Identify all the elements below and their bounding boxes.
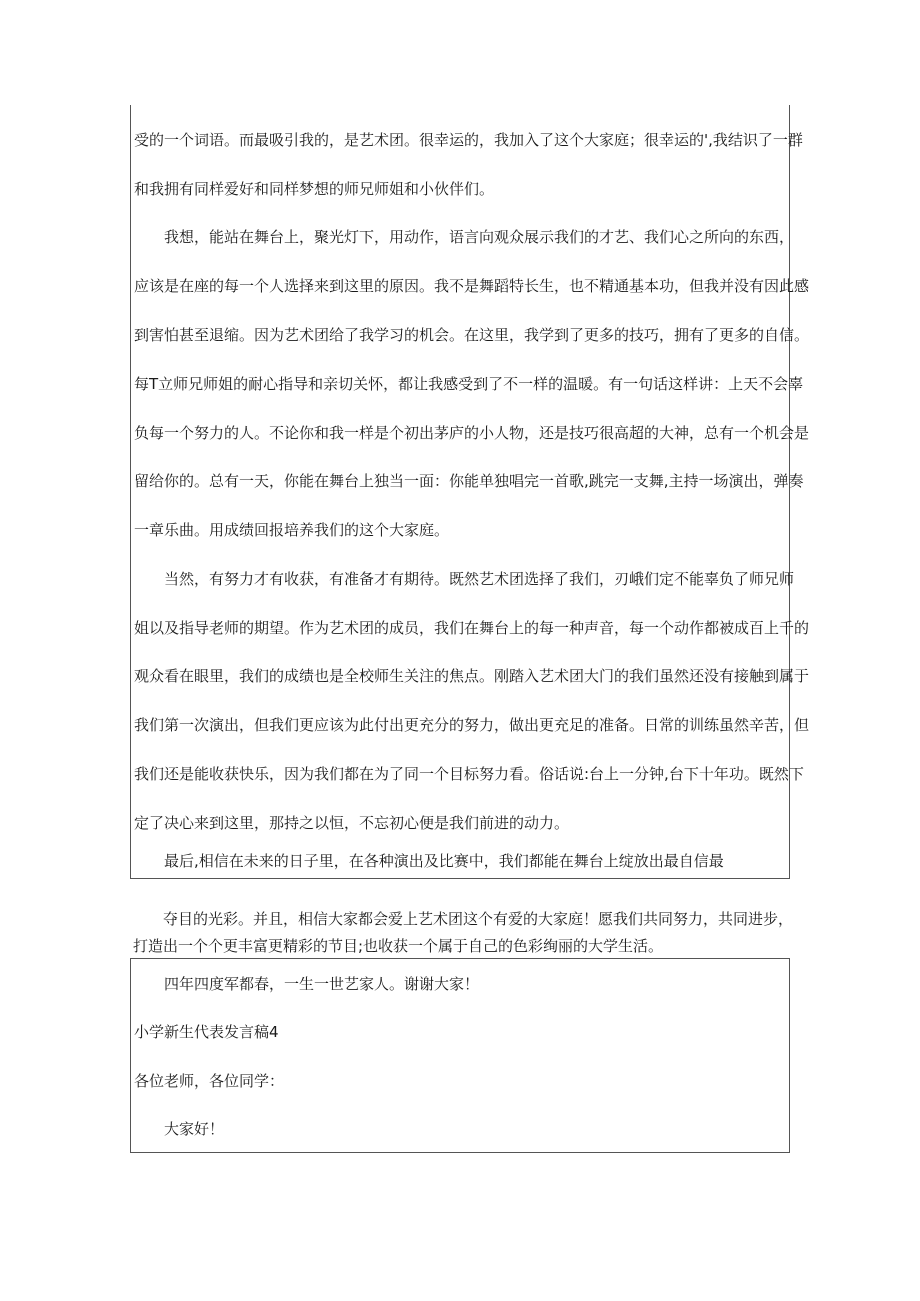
paragraph-line: 观众看在眼里，我们的成绩也是全校师生关注的焦点。刚踏入艺术团大门的我们虽然还没有接触到属于 [134,667,810,685]
paragraph-line: 我们第一次演出，但我们更应该为此付出更充分的努力，做出更充足的准备。日常的训练虽然辛苦，但 [134,716,810,734]
paragraph-line: 姐以及指导老师的期望。作为艺术团的成员，我们在舞台上的每一种声音，每一个动作都被成百上千的 [134,619,810,637]
paragraph-line-outside: 打造出一个个更丰富更精彩的节目;也收获一个属于自己的色彩绚丽的大学生活。 [133,937,664,955]
paragraph-line: 应该是在座的每一个人选择来到这里的原因。我不是舞蹈特长生，也不精通基本功，但我并没有因此感 [134,277,810,295]
paragraph-line-outside: 夺目的光彩。并且，相信大家都会爱上艺术团这个有爱的大家庭！愿我们共同努力，共同进步， [163,910,794,928]
paragraph-line: 最后,相信在未来的日子里，在各种演出及比赛中，我们都能在舞台上绽放出最自信最 [164,852,724,870]
paragraph-line: 受的一个词语。而最吸引我的，是艺术团。很幸运的，我加入了这个大家庭；很幸运的',我结识了一群 [134,131,803,149]
document-block-2 [130,958,790,1153]
paragraph-line: 当然，有努力才有收获，有准备才有期待。既然艺术团选择了我们，刃峨们定不能辜负了师兄师 [164,570,795,588]
speech-title: 小学新生代表发言稿4 [134,1023,279,1041]
hello-line: 大家好！ [164,1120,225,1138]
paragraph-line: 和我拥有同样爱好和同样梦想的师兄师姐和小伙伴们。 [134,180,495,198]
document-block-1 [130,105,810,879]
greeting-line: 各位老师，各位同学： [134,1072,285,1090]
paragraph-line: 留给你的。总有一天，你能在舞台上独当一面：你能单独唱完一首歌,跳完一支舞,主持一场演出，弹奏 [134,472,804,490]
paragraph-line: 定了决心来到这里，那持之以恒，不忘初心便是我们前进的动力。 [134,814,570,832]
paragraph-line: 到害怕甚至退缩。因为艺术团给了我学习的机会。在这里，我学到了更多的技巧，拥有了更多的自信。 [134,326,810,344]
closing-line: 四年四度军都春，一生一世艺家人。谢谢大家！ [164,975,480,993]
paragraph-line: 我想，能站在舞台上，聚光灯下，用动作，语言向观众展示我们的才艺、我们心之所向的东西， [164,228,795,246]
paragraph-line: 负每一个努力的人。不论你和我一样是个初出茅庐的小人物，还是技巧很高超的大神，总有一个机会是 [134,424,810,442]
paragraph-line: 一章乐曲。用成绩回报培养我们的这个大家庭。 [134,521,450,539]
paragraph-line: 我们还是能收获快乐，因为我们都在为了同一个目标努力看。俗话说:台上一分钟,台下十年功。既然下 [134,765,804,783]
paragraph-line: 每T立师兄师姐的耐心指导和亲切关怀，都让我感受到了不一样的温暖。有一句话这样讲：上天不会辜 [134,375,804,393]
